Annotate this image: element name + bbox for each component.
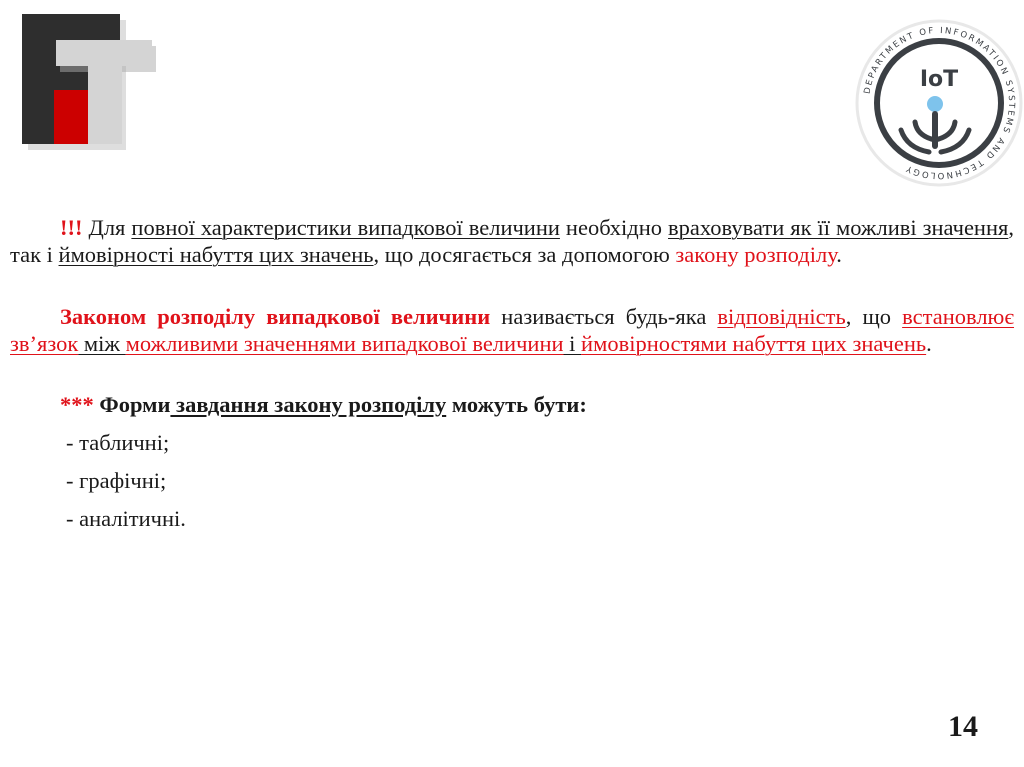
underlined-term: встановлює зв’язок (10, 304, 1015, 356)
list-item: - графічні; (66, 468, 167, 493)
underlined-term: ймовірностями набуття цих значень (581, 331, 927, 356)
ft-logo-icon (0, 0, 180, 160)
paragraph-definition: Законом розподілу випадкової величини називається будь-яка відповідність, що встановлює зв’язок між можливими значеннями випадкової величини і ймовірностями набуття цих значень. (10, 304, 1015, 356)
underlined-term: відповідність (717, 304, 846, 329)
seal-center-text: IoT (919, 67, 959, 92)
defined-term: Законом розподілу випадкової величини (60, 304, 491, 329)
forms-list (10, 424, 1014, 538)
paragraph-forms-heading: *** Форми завдання закону розподілу можуть бути: (60, 392, 587, 417)
svg-text:DEPARTMENT OF INFORMATION SYST: DEPARTMENT OF INFORMATION SYSTEMS AND TECHNOLOGY (862, 25, 1017, 181)
underlined-term: повної характеристики випадкової величини (131, 215, 560, 240)
highlighted-term: закону розподілу (675, 242, 837, 267)
iot-seal-icon (855, 18, 1023, 188)
page-number: 14 (948, 710, 978, 743)
underlined-term: враховувати як її можливі значення (668, 215, 1009, 240)
slide-body (10, 214, 1014, 538)
emphasis-marks: *** (60, 392, 94, 417)
underlined-term: ймовірності набуття цих значень (58, 242, 374, 267)
list-item: - табличні; (66, 430, 170, 455)
underlined-term: можливими значеннями випадкової величини (125, 331, 564, 356)
paragraph-characteristics: !!! Для повної характеристики випадкової величини необхідно враховувати як її можливі значення, так і ймовірності набуття цих значень, що досягається за допомогою закону розподілу. (10, 215, 1014, 267)
underlined-term: завдання закону розподілу (170, 392, 447, 417)
list-item: - аналітичні. (66, 506, 186, 531)
emphasis-marks: !!! (60, 215, 83, 240)
